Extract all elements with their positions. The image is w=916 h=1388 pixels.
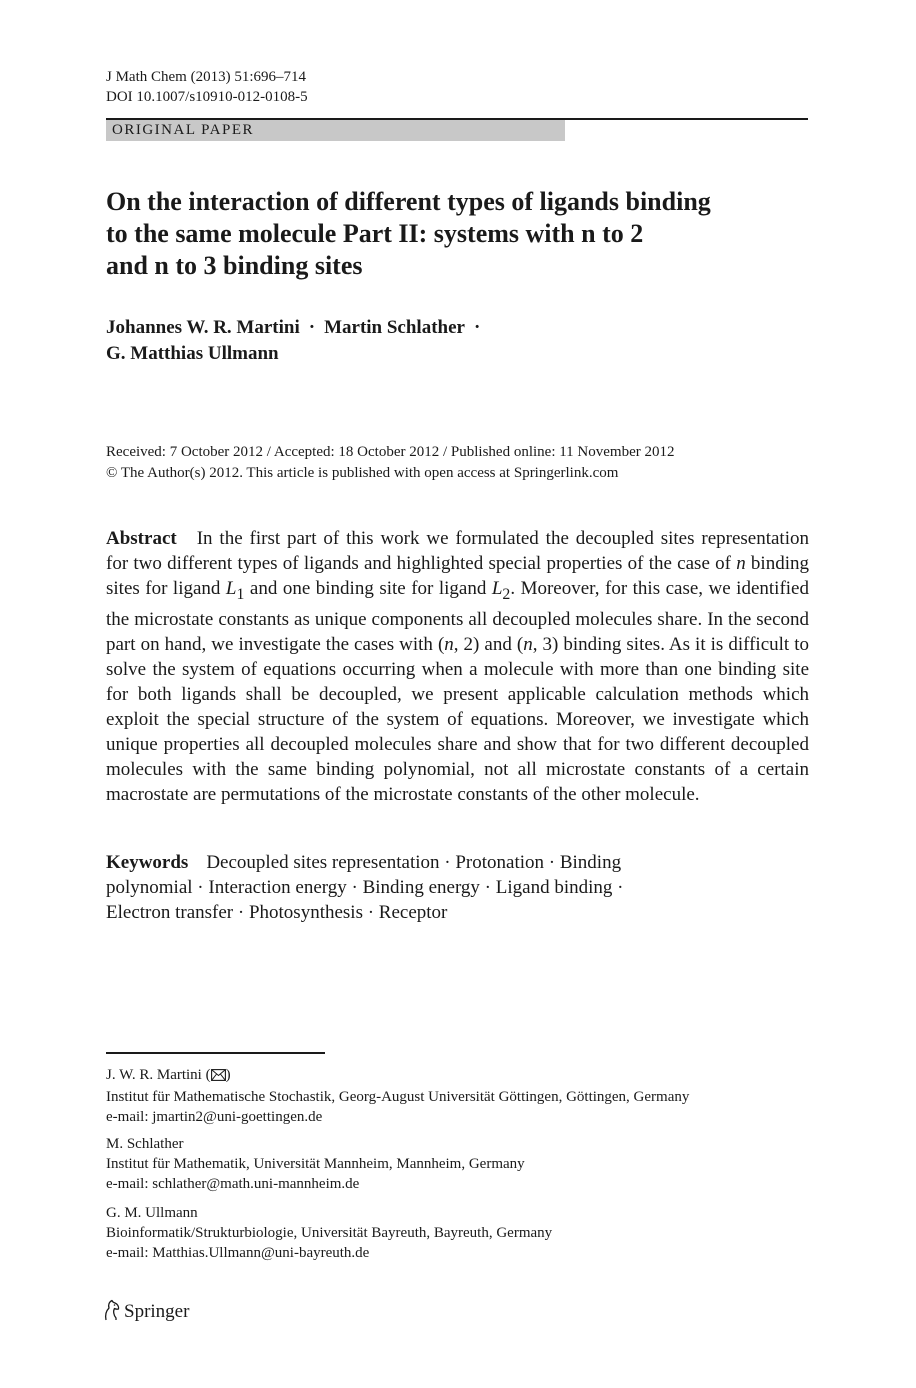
- journal-citation: J Math Chem (2013) 51:696–714: [106, 69, 306, 85]
- math-n: n: [736, 553, 746, 574]
- copyright-line: © The Author(s) 2012. This article is published with open access at Springerlink.com: [106, 465, 619, 481]
- abstract-label: Abstract: [106, 528, 177, 549]
- author-separator: ·: [308, 317, 316, 338]
- footnote-rule: [106, 1052, 325, 1054]
- publisher-name: Springer: [124, 1301, 190, 1322]
- abstract-text: binding sites for ligand: [106, 553, 809, 599]
- math-subscript: 2: [502, 585, 511, 603]
- publisher-logo: [103, 1299, 189, 1324]
- keywords-line: Decoupled sites representation · Protonation · Binding: [206, 852, 622, 873]
- abstract-text: In the first part of this work we formulated the decoupled sites representation for two different types of ligands and highlighted special properties of the case of: [106, 528, 809, 574]
- affiliation-institute: Institut für Mathematische Stochastik, Georg-August Universität Göttingen, Göttingen, Germany: [106, 1089, 690, 1105]
- author-name: Johannes W. R. Martini: [106, 317, 300, 338]
- springer-horse-icon: [103, 1301, 124, 1322]
- article-type-label: ORIGINAL PAPER: [112, 122, 254, 138]
- abstract-text: and one binding site for ligand: [244, 578, 492, 599]
- keywords-line: Electron transfer · Photosynthesis · Receptor: [106, 902, 448, 923]
- affiliation-name: G. M. Ullmann: [106, 1205, 198, 1221]
- affiliation-email[interactable]: e-mail: Matthias.Ullmann@uni-bayreuth.de: [106, 1245, 370, 1261]
- affiliation-martini: [106, 1065, 689, 1127]
- author-separator: ·: [473, 317, 481, 338]
- math-L: L: [491, 578, 503, 599]
- keywords-line: polynomial · Interaction energy · Binding energy · Ligand binding ·: [106, 877, 624, 898]
- math-n: n: [444, 633, 454, 655]
- math-n: n: [523, 633, 533, 655]
- affiliation-institute: Institut für Mathematik, Universität Mannheim, Mannheim, Germany: [106, 1156, 525, 1172]
- title-line: and n to 3 binding sites: [106, 251, 363, 280]
- paper-title: [106, 186, 806, 282]
- corresponding-author-mail-icon: [211, 1067, 226, 1087]
- affiliation-email[interactable]: e-mail: jmartin2@uni-goettingen.de: [106, 1109, 323, 1125]
- affiliation-name: M. Schlather: [106, 1136, 184, 1152]
- abstract: [106, 526, 809, 807]
- affiliation-ullmann: [106, 1203, 552, 1263]
- math-L: L: [225, 578, 237, 599]
- affiliation-email[interactable]: e-mail: schlather@math.uni-mannheim.de: [106, 1176, 360, 1192]
- author-name: Martin Schlather: [324, 317, 465, 338]
- journal-header: [106, 67, 308, 107]
- abstract-text: . Moreover, for this case, we identified the microstate constants as unique components all decoupled molecules share. In the second part on hand, we investigate the cases with (: [106, 578, 809, 655]
- author-list: [106, 315, 489, 367]
- abstract-text: , 2) and (: [453, 633, 524, 655]
- affiliation-schlather: [106, 1134, 525, 1194]
- title-line: On the interaction of different types of ligands binding: [106, 187, 711, 216]
- author-name: G. Matthias Ullmann: [106, 343, 279, 364]
- title-line: to the same molecule Part II: systems with n to 2: [106, 219, 644, 248]
- keywords: [106, 850, 706, 925]
- publication-dates: [106, 442, 674, 484]
- affiliation-name-close: ): [225, 1067, 231, 1083]
- affiliation-name: J. W. R. Martini (: [106, 1067, 211, 1083]
- affiliation-institute: Bioinformatik/Strukturbiologie, Universität Bayreuth, Bayreuth, Germany: [106, 1225, 553, 1241]
- abstract-text: , 3) binding sites. As it is difficult to solve the system of equations occurring when a molecule with more than one binding site for both ligands shall be decoupled, we present applicable calculation methods which exploit the special structure of the system of equations. Moreover, we investigate which unique properties all decoupled molecules share and show that for two different decoupled molecules with the same binding polynomial, not all microstate constants of a certain macrostate are permutations of the microstate constants of the other molecule.: [106, 633, 809, 805]
- math-subscript: 1: [236, 585, 245, 603]
- doi: DOI 10.1007/s10910-012-0108-5: [106, 89, 308, 105]
- history-line: Received: 7 October 2012 / Accepted: 18 October 2012 / Published online: 11 November 2012: [106, 444, 675, 460]
- keywords-label: Keywords: [106, 852, 189, 873]
